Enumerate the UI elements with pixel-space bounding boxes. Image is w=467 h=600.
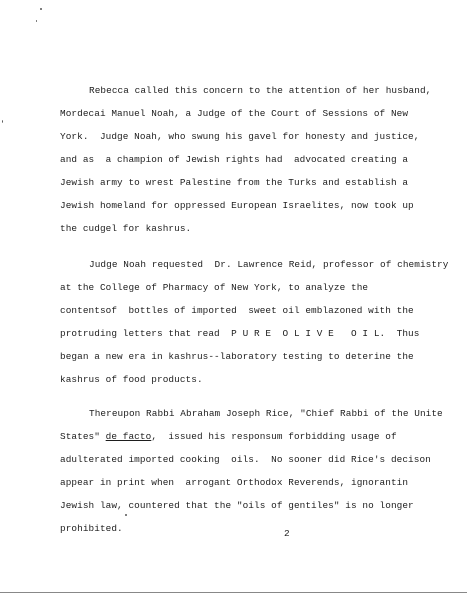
paragraph-line: at the College of Pharmacy of New York, to analyze the: [60, 282, 369, 293]
paragraph-line: Rebecca called this concern to the attention of her husband,: [89, 85, 432, 96]
paragraph-line: appear in print when arrogant Orthodox Reverends, ignorantin: [60, 477, 409, 488]
paragraph-line: contentsof bottles of imported sweet oil emblazoned with the: [60, 305, 414, 316]
page-number: 2: [284, 528, 290, 539]
paragraph-line: Mordecai Manuel Noah, a Judge of the Court of Sessions of New: [60, 108, 409, 119]
paragraph-line: States" de facto, issued his responsum forbidding usage of: [60, 431, 397, 442]
paragraph-line: Thereupon Rabbi Abraham Joseph Rice, "Chief Rabbi of the Unite: [89, 408, 443, 419]
scan-edge-divider: [0, 592, 467, 593]
paragraph-line: prohibited.: [60, 523, 123, 534]
paragraph-line: protruding letters that read P U R E O L I V E O I L. Thus: [60, 328, 420, 339]
paragraph-line: and as a champion of Jewish rights had advocated creating a: [60, 154, 409, 165]
paragraph-line: began a new era in kashrus--laboratory testing to deterine the: [60, 351, 414, 362]
paragraph-line: York. Judge Noah, who swung his gavel for honesty and justice,: [60, 131, 420, 142]
paragraph-line: Jewish homeland for oppressed European Israelites, now took up: [60, 200, 414, 211]
paragraph-line: the cudgel for kashrus.: [60, 223, 192, 234]
paragraph-line: Jewish army to wrest Palestine from the Turks and establish a: [60, 177, 409, 188]
scan-speck: [125, 514, 127, 516]
paragraph-line: adulterated imported cooking oils. No sooner did Rice's decison: [60, 454, 431, 465]
underlined-phrase: de facto: [105, 431, 152, 442]
scan-speck: [2, 120, 3, 123]
scan-speck: [36, 20, 37, 22]
paragraph-line: kashrus of food products.: [60, 374, 203, 385]
paragraph-line: Judge Noah requested Dr. Lawrence Reid, professor of chemistry: [89, 259, 449, 270]
scan-speck: [40, 8, 42, 10]
paragraph-line: Jewish law, countered that the "oils of gentiles" is no longer: [60, 500, 414, 511]
